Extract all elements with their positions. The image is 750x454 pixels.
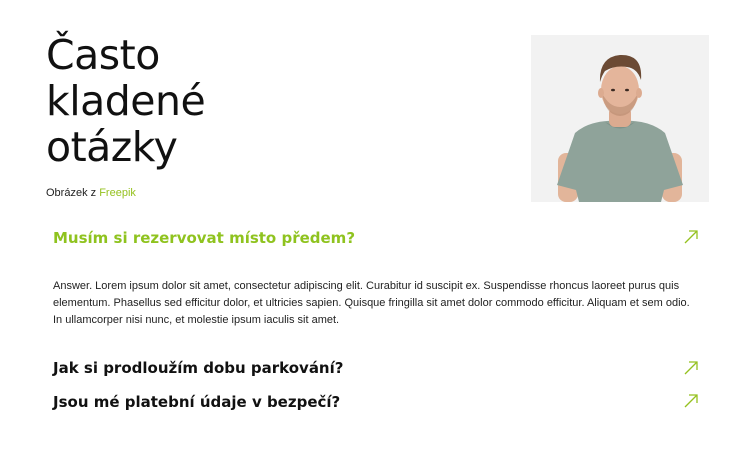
image-credit: [46, 187, 136, 199]
faq-question-2[interactable]: Jak si prodloužím dobu parkování?: [53, 359, 344, 377]
page-title-line-3: otázky: [46, 123, 178, 171]
arrow-up-right-icon[interactable]: [683, 229, 699, 245]
freepik-link[interactable]: Freepik: [99, 187, 136, 199]
portrait-photo: [531, 35, 709, 202]
page-title: [46, 32, 205, 170]
arrow-up-right-icon[interactable]: [683, 360, 699, 376]
faq-question-3[interactable]: Jsou mé platební údaje v bezpečí?: [53, 393, 341, 411]
page-title-line-1: Často: [46, 31, 160, 79]
page-title-line-2: kladené: [46, 77, 206, 125]
faq-question-1[interactable]: Musím si rezervovat místo předem?: [53, 229, 356, 247]
faq-answer-1: Answer. Lorem ipsum dolor sit amet, consectetur adipiscing elit. Curabitur id suscipit ex. Suspendisse rhoncus laoreet purus quis elementum. Phasellus sed efficitur dolor, et ultricies sapien. Quisque fringilla sit amet dolor commodo efficitur. Aliquam et sem odio. In ullamcorper nisi nunc, et molestie ipsum iaculis sit amet.: [53, 280, 690, 326]
arrow-up-right-icon[interactable]: [683, 393, 699, 409]
image-credit-prefix: Obrázek z: [46, 187, 97, 199]
